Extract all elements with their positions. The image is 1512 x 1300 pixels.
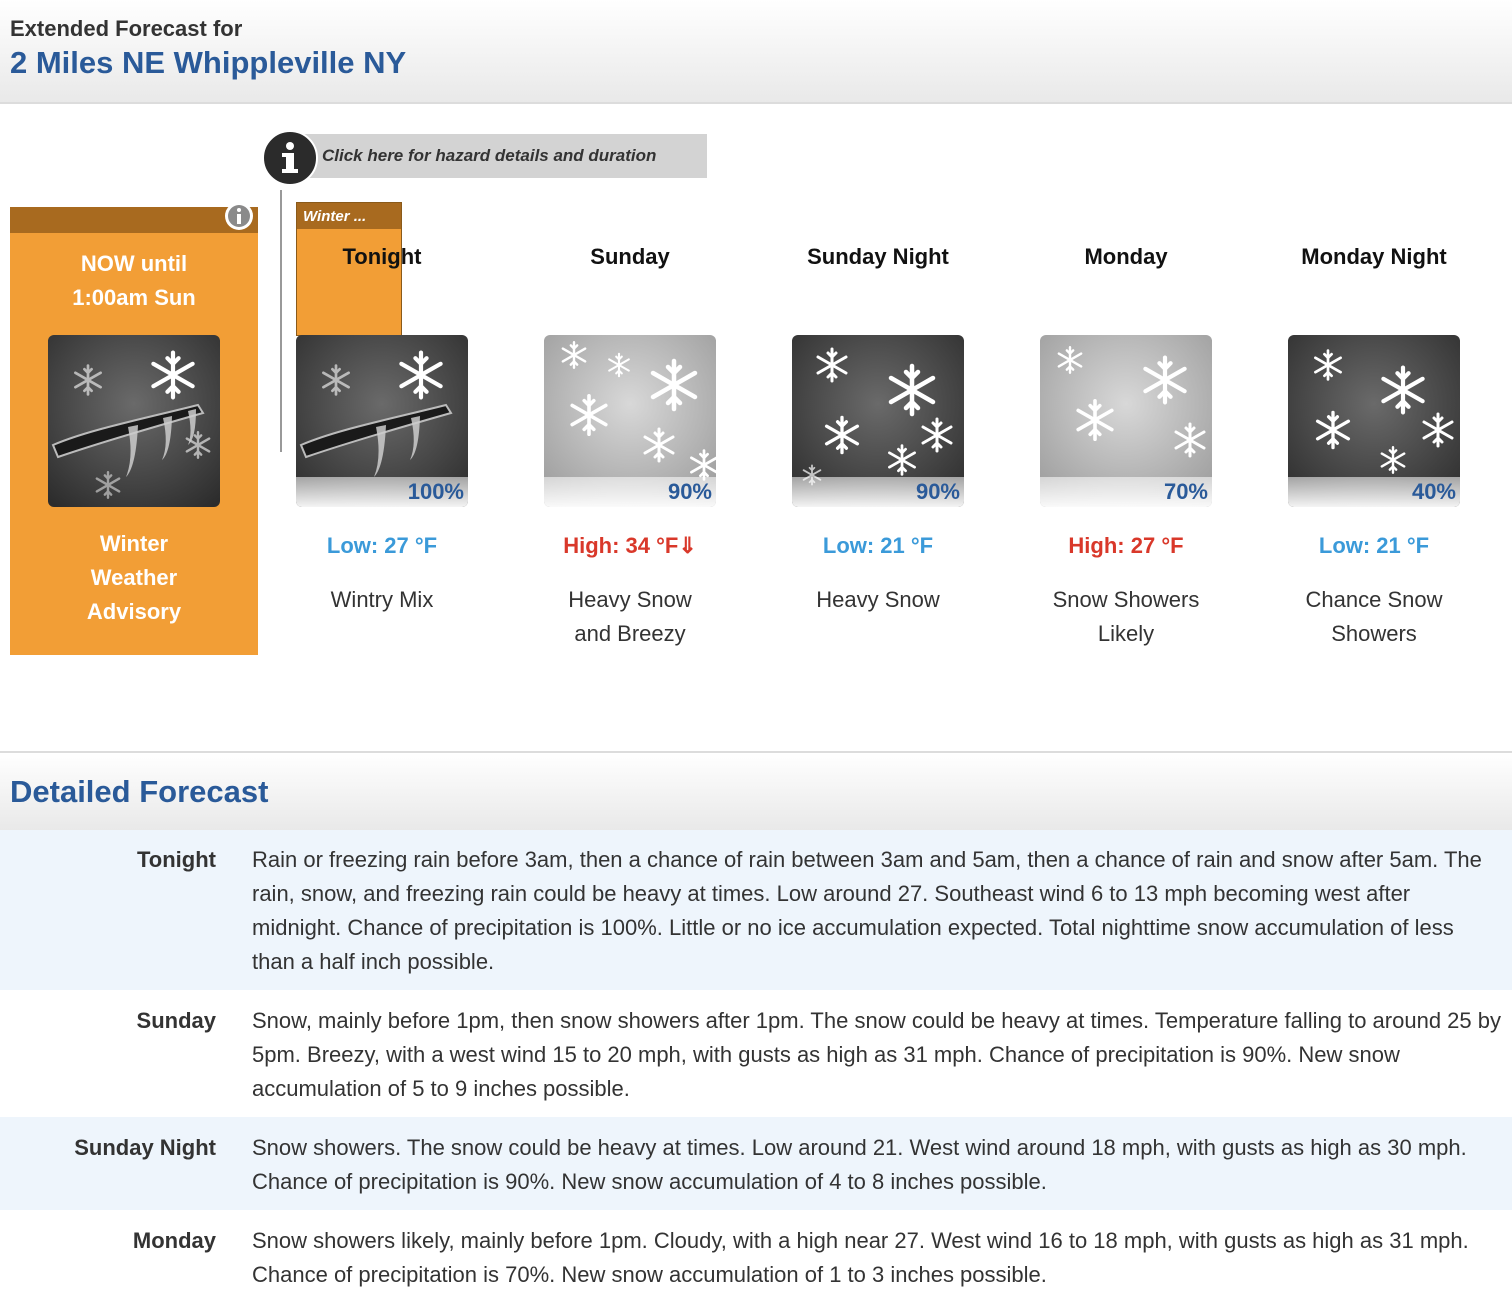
detailed-forecast-header	[0, 751, 1512, 832]
period-desc-line1: Heavy Snow	[568, 587, 692, 612]
detailed-forecast-title: Detailed Forecast	[10, 774, 269, 809]
hazard-details-button[interactable]	[262, 130, 707, 178]
wintry-mix-image	[48, 335, 220, 507]
advisory-time-line1: NOW until	[80, 251, 188, 276]
period-desc	[258, 583, 506, 617]
period-desc	[1002, 583, 1250, 651]
precip-chance: 90%	[544, 477, 716, 507]
heavy-snow-icon	[544, 335, 716, 507]
period-name: Monday Night	[1301, 244, 1447, 269]
detail-row-label: Monday	[132, 1228, 216, 1253]
hazard-details-bar[interactable]	[290, 134, 707, 178]
snow-showers-icon	[1040, 335, 1212, 507]
precip-chance: 40%	[1288, 477, 1460, 507]
advisory-name-line1: Winter	[99, 531, 169, 556]
advisory-name-line2: Weather	[90, 565, 178, 590]
precip-chance: 100%	[296, 477, 468, 507]
hazard-details-label: Click here for hazard details and duration	[322, 146, 657, 165]
detail-row-sunday	[0, 990, 1512, 1117]
period-temp: Low: 27 °F	[326, 533, 438, 558]
hazard-tag-label: Winter ...	[297, 203, 401, 229]
detail-row-text: Snow, mainly before 1pm, then snow showers after 1pm. The snow could be heavy at times. Temperature falling to around 25 by 5pm. Breezy, with a west wind 15 to 20 mph, with gusts as high as 31 mph. Chance of precipitation is 90%. New snow accumulation of 5 to 9 inches possible.	[252, 1008, 1501, 1101]
snow-showers-night-icon	[1288, 335, 1460, 507]
info-icon[interactable]	[262, 130, 318, 186]
period-temp: Low: 21 °F	[822, 533, 934, 558]
precip-chance: 90%	[792, 477, 964, 507]
advisory-time-line2: 1:00am Sun	[72, 285, 196, 310]
period-sunday-night[interactable]	[754, 240, 1002, 617]
detail-row-label: Tonight	[137, 847, 216, 872]
period-desc	[506, 583, 754, 651]
winter-advisory-panel[interactable]	[10, 207, 258, 655]
detail-row-text: Snow showers. The snow could be heavy at times. Low around 21. West wind around 18 mph, with gusts as high as 30 mph. Chance of precipitation is 90%. New snow accumulation of 4 to 8 inches possible.	[252, 1135, 1467, 1194]
period-name: Monday	[1084, 244, 1168, 269]
advisory-time	[10, 247, 258, 315]
period-name: Sunday	[590, 244, 670, 269]
advisory-info-icon[interactable]	[224, 201, 254, 231]
period-desc-line1: Heavy Snow	[816, 587, 940, 612]
period-desc-line2: Likely	[1097, 621, 1155, 646]
location-title: 2 Miles NE Whippleville NY	[10, 45, 407, 80]
detail-row-text: Rain or freezing rain before 3am, then a chance of rain between 3am and 5am, then a chance of rain and snow after 5am. The rain, snow, and freezing rain could be heavy at times. Low around 27. Southeast wind 6 to 13 mph becoming west after midnight. Chance of precipitation is 100%. Little or no ice accumulation expected. Total nighttime snow accumulation of less than a half inch possible.	[252, 847, 1482, 974]
precip-chance: 70%	[1040, 477, 1212, 507]
advisory-name	[10, 527, 258, 629]
period-monday[interactable]	[1002, 240, 1250, 651]
period-monday-night[interactable]	[1250, 240, 1498, 651]
period-sunday[interactable]	[506, 240, 754, 651]
detail-row-text: Snow showers likely, mainly before 1pm. Cloudy, with a high near 27. West wind 16 to 18 mph, with gusts as high as 31 mph. Chance of precipitation is 70%. New snow accumulation of 1 to 3 inches possible.	[252, 1228, 1469, 1287]
period-desc	[754, 583, 1002, 617]
period-desc-line2: and Breezy	[574, 621, 686, 646]
wintry-mix-icon	[296, 335, 468, 507]
period-desc-line1: Chance Snow	[1305, 587, 1443, 612]
period-temp: High: 34 °F⇓	[563, 533, 697, 558]
detail-row-monday	[0, 1210, 1512, 1300]
advisory-topbar	[10, 207, 258, 233]
detail-row-sunday-night	[0, 1117, 1512, 1210]
forecast-header	[0, 0, 1512, 104]
period-desc-line1: Wintry Mix	[330, 587, 434, 612]
period-desc-line1: Snow Showers	[1052, 587, 1200, 612]
period-temp: High: 27 °F	[1068, 533, 1184, 558]
detail-row-label: Sunday Night	[74, 1135, 216, 1160]
period-temp: Low: 21 °F	[1318, 533, 1430, 558]
header-label: Extended Forecast for	[10, 16, 243, 41]
advisory-name-line3: Advisory	[86, 599, 182, 624]
period-name: Tonight	[342, 244, 422, 269]
period-desc-line2: Showers	[1331, 621, 1417, 646]
detail-row-tonight	[0, 830, 1512, 990]
heavy-snow-night-icon	[792, 335, 964, 507]
period-desc	[1250, 583, 1498, 651]
period-tonight[interactable]	[258, 240, 506, 617]
period-name: Sunday Night	[807, 244, 949, 269]
detail-row-label: Sunday	[136, 1008, 216, 1033]
